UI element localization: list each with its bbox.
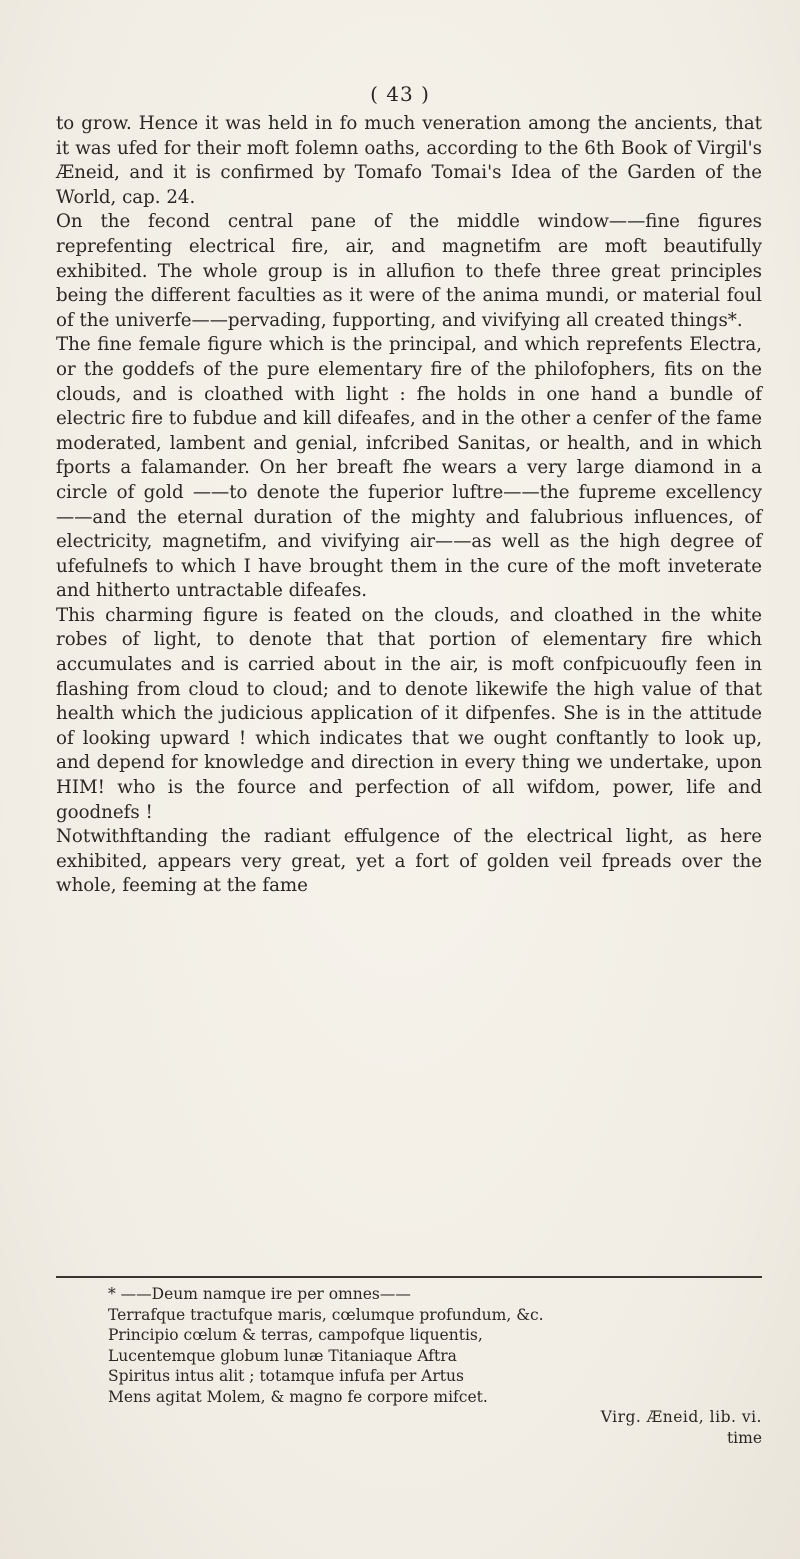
paragraph-4: This charming figure is feated on the clouds, and cloathed in the white robes of light, to denote that that portion of elementary fire which accumulates and is carried about in the air, is moft confpicuoufly feen in flashing from cloud to cloud; and to denote likewife the high value of that health which the judicious application of it difpenfes. She is in the attitude of looking upward ! which indicates that we ought conftantly to look up, and depend for knowledge and direction in every thing we undertake, upon HIM! who is the fource and perfection of all wifdom, power, life and goodnefs ! xyxy=(56,604,762,823)
footnote-citation: Virg. Æneid, lib. vi. xyxy=(600,1408,762,1426)
paragraph-3: The fine female figure which is the principal, and which reprefents Electra, or the goddefs of the pure elementary fire of the philofophers, fits on the clouds, and is cloathed with light : fhe holds in one hand a bundle of electric fire to fubdue and kill difeafes, and in the other a cenfer of the fame moderated, lambent and genial, infcribed Sanitas, or health, and in which fports a falamander. On her breaft fhe wears a very large diamond in a circle of gold ——to denote the fuperior luftre——the fupreme excellency——and the eternal duration of the mighty and falubrious influences, of electricity, magnetifm, and vivifying air——as well as the high degree of ufefulnefs to which I have brought them in the cure of the moft inveterate and hitherto untractable difeafes. xyxy=(56,334,762,602)
footnote xyxy=(108,1284,768,1448)
footnote-divider xyxy=(56,1276,762,1278)
paragraph-1: to grow. Hence it was held in fo much veneration among the ancients, that it was ufed for their moft folemn oaths, according to the 6th Book of Virgil's Æneid, and it is confirmed by Tomafo Tomai's Idea of the Garden of the World, cap. 24. xyxy=(56,113,762,208)
page-number: ( 43 ) xyxy=(370,82,430,106)
footnote-line-6: Mens agitat Molem, & magno fe corpore mifcet. xyxy=(108,1387,488,1406)
body-text xyxy=(56,112,762,899)
footnote-line-4: Lucentemque globum lunæ Titaniaque Aftra xyxy=(108,1346,457,1365)
footnote-line-5: Spiritus intus alit ; totamque infufa per Artus xyxy=(108,1367,464,1385)
footnote-line-2: Terrafque tractufque maris, cœlumque profundum, &c. xyxy=(108,1305,544,1324)
paragraph-5: Notwithftanding the radiant effulgence of the electrical light, as here exhibited, appears very great, yet a fort of golden veil fpreads over the whole, feeming at the fame xyxy=(56,826,762,897)
footnote-line-1: * ——Deum namque ire per omnes—— xyxy=(108,1285,411,1303)
footnote-line-3: Principio cœlum & terras, campofque liquentis, xyxy=(108,1326,483,1344)
catchword: time xyxy=(726,1428,762,1447)
paragraph-2: On the fecond central pane of the middle window——fine figures reprefenting electrical fire, air, and magnetifm are moft beautifully exhibited. The whole group is in allufion to thefe three great principles being the different faculties as it were of the anima mundi, or material foul of the univerfe——pervading, fupporting, and vivifying all created things*. xyxy=(56,211,762,331)
